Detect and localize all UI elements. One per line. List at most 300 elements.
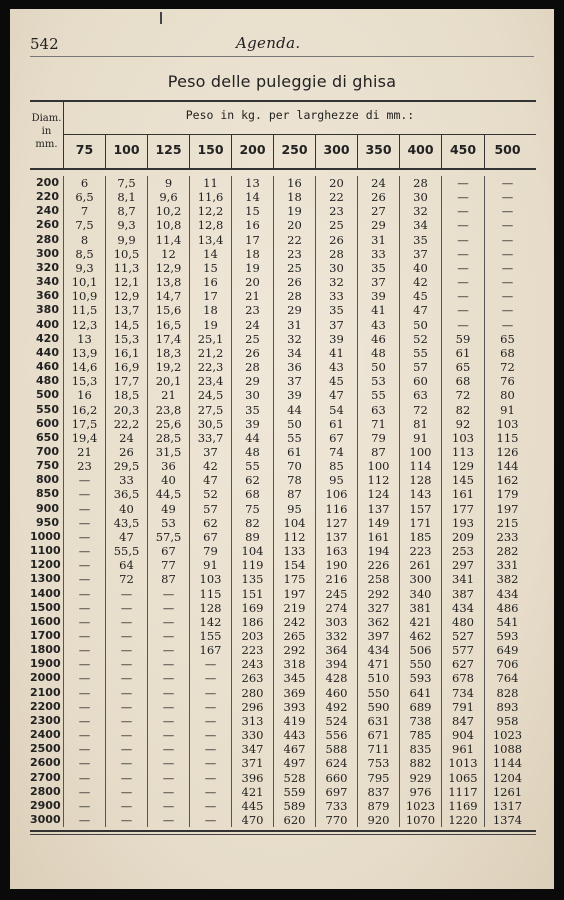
weight-cell: 55 xyxy=(371,388,386,403)
weight-cell: 67 xyxy=(329,430,344,445)
weight-cell: 296 xyxy=(241,699,264,714)
weight-cell: 16,5 xyxy=(155,317,182,332)
weight-cell: 11,5 xyxy=(71,303,98,318)
weight-cell: 486 xyxy=(496,600,519,615)
weight-cell: 45 xyxy=(413,289,428,304)
weight-cell: 393 xyxy=(283,699,306,714)
weight-cell: 43 xyxy=(329,360,344,375)
weight-cell: 280 xyxy=(241,685,264,700)
weight-cell: 31 xyxy=(287,317,302,332)
diameter-cell: 280 xyxy=(36,232,59,246)
weight-column-350 xyxy=(358,176,400,827)
diameter-cell: 2400 xyxy=(30,728,61,742)
weight-cell: — xyxy=(78,770,91,785)
weight-cell: 155 xyxy=(199,629,222,643)
weight-cell: 103 xyxy=(199,572,222,587)
weight-cell: 62 xyxy=(203,515,218,530)
weight-cell: 23 xyxy=(287,246,302,261)
weight-cell: 17,4 xyxy=(155,331,182,346)
weight-cell: 46 xyxy=(371,331,386,346)
weight-cell: 764 xyxy=(496,671,519,686)
weight-cell: 61 xyxy=(455,345,471,360)
weight-cell: 835 xyxy=(409,742,432,757)
weight-cell: — xyxy=(120,657,133,672)
weight-cell: 52 xyxy=(413,331,428,346)
weight-cell: 10,5 xyxy=(113,246,140,261)
weight-cell: 330 xyxy=(241,728,264,743)
weight-cell: 167 xyxy=(199,643,222,658)
weight-cell: 791 xyxy=(452,699,474,714)
weight-cell: 711 xyxy=(367,742,390,757)
weight-cell: 16 xyxy=(245,218,260,233)
weight-cell: 245 xyxy=(325,586,348,601)
weight-cell: 20 xyxy=(329,176,344,190)
weight-cell: 434 xyxy=(496,586,519,601)
weight-cell: 32 xyxy=(329,275,344,290)
weight-cell: 331 xyxy=(496,558,519,573)
weight-cell: 394 xyxy=(325,657,348,672)
weight-cell: 20 xyxy=(245,275,260,290)
weight-cell: 263 xyxy=(241,671,264,686)
weight-cell: — xyxy=(78,798,91,813)
weight-cell: 42 xyxy=(413,275,428,290)
weight-cell: 341 xyxy=(452,572,474,587)
weight-cell: — xyxy=(501,260,514,275)
weight-column-150 xyxy=(190,176,232,827)
weight-cell: 20,3 xyxy=(113,402,140,417)
weight-cell: 43 xyxy=(371,317,386,332)
weight-column-75 xyxy=(64,176,106,827)
weight-cell: 72 xyxy=(500,360,515,375)
weight-cell: 292 xyxy=(283,643,306,658)
weight-cell: 215 xyxy=(496,515,519,530)
table-body xyxy=(30,170,536,832)
weight-column-450 xyxy=(442,176,485,827)
weight-cell: 53 xyxy=(371,374,386,389)
weight-cell: 1317 xyxy=(492,798,523,813)
weight-cell: 1261 xyxy=(492,784,523,799)
weight-cell: 624 xyxy=(325,756,348,771)
weight-cell: 114 xyxy=(409,459,432,474)
diameter-cell: 260 xyxy=(36,218,59,232)
weight-cell: 21 xyxy=(161,388,176,403)
weight-cell: 497 xyxy=(283,756,306,771)
weight-cell: 382 xyxy=(496,572,519,587)
weight-cell: 18,3 xyxy=(155,345,182,360)
weight-cell: — xyxy=(162,586,175,601)
weight-cell: — xyxy=(162,600,175,615)
weight-cell: 39 xyxy=(245,416,260,431)
weight-cell: 113 xyxy=(452,444,474,459)
diameter-cell: 1500 xyxy=(30,600,61,614)
weight-cell: — xyxy=(120,742,133,757)
weight-cell: 36 xyxy=(287,360,302,375)
width-header-400: 400 xyxy=(400,135,442,169)
weight-cell: — xyxy=(501,218,514,233)
weights-table xyxy=(30,100,536,835)
weight-cell: 21 xyxy=(77,444,92,459)
diameter-cell: 300 xyxy=(36,246,59,260)
weight-cell: 35 xyxy=(413,232,428,247)
weight-cell: 145 xyxy=(452,473,474,488)
weight-cell: 641 xyxy=(409,685,432,700)
weight-cell: 24,5 xyxy=(197,388,224,403)
diameter-column xyxy=(30,176,64,827)
width-header-500: 500 xyxy=(494,142,521,157)
weight-cell: 68 xyxy=(500,345,515,360)
weight-cell: 261 xyxy=(409,558,432,573)
weight-cell: 26 xyxy=(371,190,386,205)
weight-cell: 847 xyxy=(452,713,474,728)
weight-cell: 28 xyxy=(245,360,260,375)
weight-cell: 559 xyxy=(283,784,306,799)
weight-column-125 xyxy=(148,176,190,827)
weight-cell: 129 xyxy=(452,459,474,474)
weight-cell: 1117 xyxy=(448,784,478,799)
weight-cell: 627 xyxy=(452,657,474,672)
width-header-350: 350 xyxy=(358,135,400,169)
weight-cell: 80 xyxy=(500,388,515,403)
weight-cell: — xyxy=(162,798,175,813)
weight-cell: 11,4 xyxy=(155,232,182,247)
weight-cell: — xyxy=(78,600,91,615)
width-span-header: Peso in kg. per larghezze di mm.: xyxy=(185,108,415,122)
weight-cell: 958 xyxy=(496,713,519,728)
width-header-250: 250 xyxy=(274,135,316,169)
weight-cell: — xyxy=(120,728,133,743)
weight-cell: 15,3 xyxy=(113,331,140,346)
weight-cell: 929 xyxy=(409,770,432,785)
weight-cell: — xyxy=(78,657,91,672)
weight-cell: 920 xyxy=(367,813,390,828)
diameter-cell: 2900 xyxy=(30,798,61,812)
weight-cell: 671 xyxy=(367,728,390,743)
weight-cell: 23,4 xyxy=(197,374,224,389)
weight-cell: 78 xyxy=(287,473,302,488)
weight-cell: 961 xyxy=(452,742,474,757)
weight-cell: — xyxy=(78,572,91,587)
weight-cell: 190 xyxy=(325,558,348,573)
weight-cell: 26 xyxy=(329,232,344,247)
weight-cell: 203 xyxy=(241,629,264,643)
weight-cell: 161 xyxy=(367,529,390,544)
weight-cell: 233 xyxy=(496,529,519,544)
weight-cell: 11,3 xyxy=(113,260,140,275)
weight-cell: 25,6 xyxy=(155,416,182,431)
weight-cell: 77 xyxy=(161,558,176,573)
weight-cell: 445 xyxy=(241,798,264,813)
weight-cell: 1070 xyxy=(405,813,436,828)
weight-cell: — xyxy=(204,798,217,813)
weight-cell: 48 xyxy=(245,444,260,459)
weight-cell: 1204 xyxy=(492,770,523,785)
weight-cell: — xyxy=(120,770,133,785)
weight-cell: 297 xyxy=(452,558,474,573)
diameter-cell: 380 xyxy=(36,303,59,317)
weight-cell: 26 xyxy=(287,275,302,290)
weight-cell: 35 xyxy=(329,303,344,318)
weight-cell: 35 xyxy=(371,260,386,275)
diameter-cell: 850 xyxy=(36,487,59,501)
weight-cell: — xyxy=(78,529,91,544)
weight-cell: — xyxy=(162,629,175,643)
weight-cell: 593 xyxy=(496,629,519,643)
weight-cell: 9 xyxy=(164,176,173,190)
diameter-cell: 220 xyxy=(36,190,59,204)
weight-cell: 22 xyxy=(287,232,302,247)
table-bottom-rule xyxy=(30,834,536,835)
weight-cell: 785 xyxy=(409,728,432,743)
weight-cell: 18 xyxy=(245,246,260,261)
weight-cell: 39 xyxy=(329,331,344,346)
weight-cell: 37 xyxy=(329,317,344,332)
weight-cell: 471 xyxy=(367,657,390,672)
weight-cell: 660 xyxy=(325,770,348,785)
weight-cell: 44,5 xyxy=(155,487,182,502)
weight-cell: 82 xyxy=(455,402,471,417)
weight-cell: — xyxy=(78,586,91,601)
weight-cell: — xyxy=(501,289,514,304)
weight-cell: 550 xyxy=(409,657,432,672)
weight-cell: 16 xyxy=(203,275,218,290)
weight-cell: 50 xyxy=(413,317,428,332)
diameter-cell: 320 xyxy=(36,260,59,274)
weight-cell: — xyxy=(78,756,91,771)
weight-cell: 47 xyxy=(413,303,428,318)
weight-cell: 26 xyxy=(245,345,260,360)
weight-cell: 8,5 xyxy=(75,246,94,261)
weight-cell: 39 xyxy=(287,388,302,403)
weight-cell: 9,3 xyxy=(117,218,136,233)
weight-cell: — xyxy=(457,303,469,318)
diameter-cell: 2700 xyxy=(30,770,61,784)
weight-cell: 18 xyxy=(287,190,302,205)
diameter-cell: 340 xyxy=(36,275,59,289)
width-header-200: 200 xyxy=(232,135,274,169)
diameter-cell: 2600 xyxy=(30,756,61,770)
weight-cell: — xyxy=(457,275,469,290)
weight-cell: — xyxy=(78,487,91,502)
weight-cell: 115 xyxy=(496,430,519,445)
weight-cell: 19 xyxy=(245,260,260,275)
weight-cell: 216 xyxy=(325,572,348,587)
weight-cell: 95 xyxy=(287,501,302,516)
diameter-cell: 900 xyxy=(36,501,59,515)
weight-cell: 1023 xyxy=(492,728,523,743)
diameter-cell: 650 xyxy=(36,430,59,444)
weight-cell: 27,5 xyxy=(197,402,224,417)
weight-cell: 17,5 xyxy=(71,416,98,431)
weight-cell: 434 xyxy=(367,643,390,658)
weight-cell: 87 xyxy=(287,487,302,502)
weight-cell: — xyxy=(204,813,217,828)
weight-cell: 14 xyxy=(245,190,260,205)
diameter-cell: 400 xyxy=(36,317,59,331)
weight-cell: 48 xyxy=(371,345,386,360)
width-header-300: 300 xyxy=(316,135,358,169)
diameter-cell: 1300 xyxy=(30,572,61,586)
weight-cell: 223 xyxy=(409,544,432,559)
diameter-cell: 2800 xyxy=(30,784,61,798)
weight-cell: 106 xyxy=(325,487,348,502)
weight-cell: 28 xyxy=(329,246,344,261)
weight-cell: 242 xyxy=(283,614,306,629)
weight-cell: 577 xyxy=(452,643,474,658)
weight-cell: — xyxy=(78,685,91,700)
weight-cell: — xyxy=(120,813,133,828)
weight-cell: 753 xyxy=(367,756,390,771)
weight-cell: — xyxy=(78,713,91,728)
weight-cell: 55,5 xyxy=(113,544,140,559)
weight-cell: — xyxy=(120,671,133,686)
diameter-cell: 550 xyxy=(36,402,59,416)
weight-cell: — xyxy=(457,176,469,190)
weight-cell: 12,9 xyxy=(113,289,140,304)
weight-cell: 10,1 xyxy=(71,275,98,290)
weight-cell: 223 xyxy=(241,643,264,658)
weight-cell: 22 xyxy=(329,190,344,205)
weight-cell: 119 xyxy=(241,558,264,573)
weight-cell: — xyxy=(78,643,91,658)
weight-cell: 527 xyxy=(452,629,474,643)
weight-cell: 135 xyxy=(241,572,264,587)
weight-cell: — xyxy=(162,713,175,728)
weight-cell: — xyxy=(120,614,133,629)
diameter-cell: 460 xyxy=(36,360,59,374)
width-header-75: 75 xyxy=(64,135,106,169)
weight-cell: 258 xyxy=(367,572,390,587)
weight-cell: 16,9 xyxy=(113,360,140,375)
weight-cell: 16,1 xyxy=(113,345,140,360)
diameter-cell: 2100 xyxy=(30,685,61,699)
weight-cell: 197 xyxy=(496,501,519,516)
weight-cell: 87 xyxy=(161,572,176,587)
weight-cell: 193 xyxy=(452,515,474,530)
weight-cell: 144 xyxy=(496,459,519,474)
diameter-cell: 1700 xyxy=(30,629,61,642)
weight-cell: 37 xyxy=(287,374,302,389)
weight-cell: 55 xyxy=(287,430,302,445)
weight-cell: 91 xyxy=(203,558,218,573)
weight-cell: 253 xyxy=(452,544,474,559)
weight-column-300 xyxy=(316,176,358,827)
weight-cell: 419 xyxy=(283,713,306,728)
weight-cell: — xyxy=(78,742,91,757)
weight-cell: 81 xyxy=(413,416,428,431)
weight-cell: 33 xyxy=(119,473,134,488)
weight-cell: 303 xyxy=(325,614,348,629)
weight-cell: — xyxy=(204,685,217,700)
weight-cell: 85 xyxy=(329,459,344,474)
weight-cell: — xyxy=(204,770,217,785)
weight-cell: 1220 xyxy=(448,813,478,828)
weight-cell: 381 xyxy=(409,600,432,615)
weight-cell: 37 xyxy=(371,275,386,290)
weight-cell: 12 xyxy=(161,246,176,261)
weight-cell: 163 xyxy=(325,544,348,559)
weight-cell: 882 xyxy=(409,756,432,771)
weight-cell: 71 xyxy=(371,416,386,431)
weight-cell: 318 xyxy=(283,657,306,672)
weight-cell: 13 xyxy=(245,176,260,190)
weight-cell: 57 xyxy=(413,360,428,375)
weight-cell: 588 xyxy=(325,742,348,757)
diameter-cell: 240 xyxy=(36,204,59,218)
weight-cell: 300 xyxy=(409,572,432,587)
weight-cell: — xyxy=(78,614,91,629)
weight-cell: — xyxy=(78,728,91,743)
weight-cell: 28 xyxy=(287,289,302,304)
weight-cell: 15 xyxy=(245,204,260,219)
weight-cell: 18,5 xyxy=(113,388,140,403)
weight-cell: 371 xyxy=(241,756,264,771)
weight-cell: 79 xyxy=(371,430,386,445)
weight-cell: 20 xyxy=(287,218,302,233)
weight-cell: 14,6 xyxy=(71,360,98,375)
weight-cell: 274 xyxy=(325,600,348,615)
weight-cell: 364 xyxy=(325,643,348,658)
weight-cell: 127 xyxy=(325,515,348,530)
weight-cell: — xyxy=(501,275,514,290)
weight-cell: 10,9 xyxy=(71,289,98,304)
weight-cell: 185 xyxy=(409,529,432,544)
weight-cell: — xyxy=(78,629,91,643)
weight-cell: 649 xyxy=(496,643,519,658)
weight-cell: 79 xyxy=(203,544,218,559)
weight-cell: 82 xyxy=(245,515,260,530)
weight-cell: 126 xyxy=(496,444,519,459)
diameter-cell: 200 xyxy=(36,176,59,189)
weight-cell: 492 xyxy=(325,699,348,714)
weight-cell: 16 xyxy=(77,388,92,403)
weight-cell: 480 xyxy=(452,614,474,629)
weight-cell: 75 xyxy=(245,501,260,516)
weight-cell: 510 xyxy=(367,671,390,686)
weight-cell: 137 xyxy=(367,501,390,516)
weight-cell: 770 xyxy=(325,813,348,828)
weight-cell: 265 xyxy=(283,629,306,643)
weight-cell: 34 xyxy=(413,218,428,233)
weight-cell: 91 xyxy=(413,430,428,445)
weight-cell: 528 xyxy=(283,770,306,785)
weight-cell: 13,8 xyxy=(155,275,182,290)
weight-cell: 23 xyxy=(77,459,92,474)
weight-cell: — xyxy=(78,671,91,686)
weight-cell: 62 xyxy=(245,473,260,488)
weight-cell: 23 xyxy=(245,303,260,318)
weight-cell: — xyxy=(501,190,514,205)
weight-cell: 590 xyxy=(367,699,390,714)
weight-cell: 41 xyxy=(371,303,386,318)
weight-cell: 65 xyxy=(500,331,515,346)
weight-cell: 57 xyxy=(203,501,218,516)
weight-cell: 72 xyxy=(455,388,471,403)
weight-cell: 25 xyxy=(287,260,302,275)
weight-cell: 904 xyxy=(452,728,474,743)
weight-cell: 22,3 xyxy=(197,360,224,375)
weight-cell: — xyxy=(120,784,133,799)
weight-cell: 32 xyxy=(287,331,302,346)
print-mark xyxy=(160,12,162,24)
weight-cell: 282 xyxy=(496,544,519,559)
weight-cell: 9,3 xyxy=(75,260,94,275)
weight-cell: 197 xyxy=(283,586,306,601)
weight-cell: 36 xyxy=(161,459,176,474)
weight-cell: 65 xyxy=(455,360,471,375)
weight-cell: — xyxy=(162,770,175,785)
weight-cell: — xyxy=(457,317,469,332)
weight-cell: 6 xyxy=(80,176,89,190)
